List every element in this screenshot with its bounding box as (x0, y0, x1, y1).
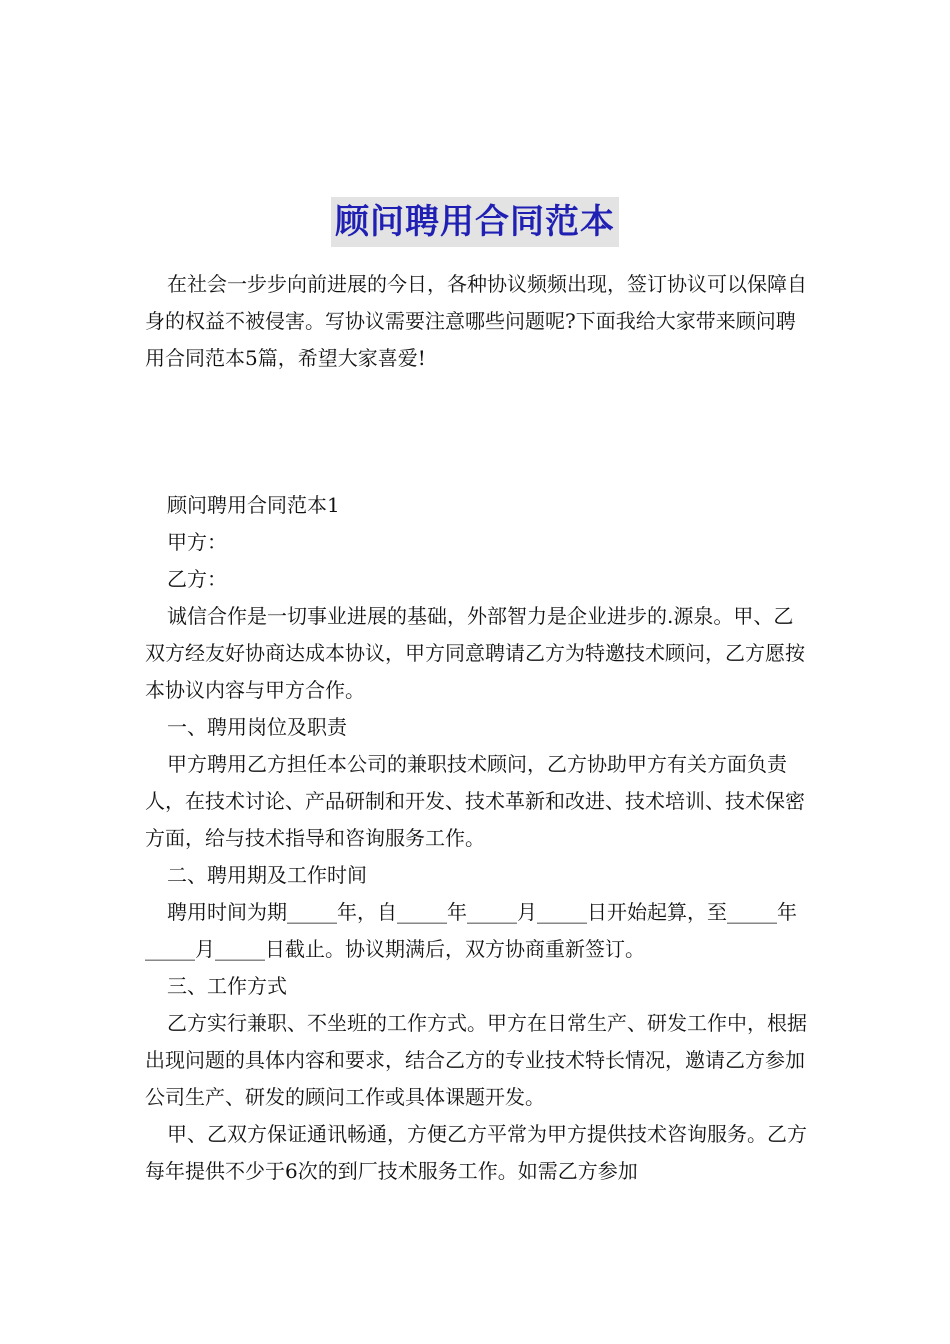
body-paragraph: 甲、乙双方保证通讯畅通，方便乙方平常为甲方提供技术咨询服务。乙方每年提供不少于6次的到厂技术服务工作。如需乙方参加 (145, 1122, 807, 1183)
section-heading: 顾问聘用合同范本1 (167, 493, 340, 517)
intro-paragraph: 在社会一步步向前进展的今日，各种协议频频出现，签订协议可以保障自身的权益不被侵害。写协议需要注意哪些问题呢?下面我给大家带来顾问聘用合同范本5篇，希望大家喜爱! (145, 272, 807, 370)
document-title: 顾问聘用合同范本 (331, 197, 619, 247)
body-paragraph: 诚信合作是一切事业进展的基础，外部智力是企业进步的.源泉。甲、乙双方经友好协商达成本协议，甲方同意聘请乙方为特邀技术顾问，乙方愿按本协议内容与甲方合作。 (145, 604, 805, 702)
body-paragraph: 聘用时间为期_____年，自_____年_____月_____日开始起算，至_____年_____月_____日截止。协议期满后，双方协商重新签订。 (145, 900, 797, 961)
clause-heading: 二、聘用期及工作时间 (167, 863, 367, 887)
party-b-line: 乙方： (167, 567, 227, 591)
body-paragraph: 乙方实行兼职、不坐班的工作方式。甲方在日常生产、研发工作中，根据出现问题的具体内容和要求，结合乙方的专业技术特长情况，邀请乙方参加公司生产、研发的顾问工作或具体课题开发。 (145, 1011, 807, 1109)
title-container (0, 174, 950, 270)
party-a-line: 甲方： (167, 530, 227, 554)
clause-heading: 三、工作方式 (167, 974, 287, 998)
document-body (145, 487, 810, 1190)
body-paragraph: 甲方聘用乙方担任本公司的兼职技术顾问，乙方协助甲方有关方面负责人，在技术讨论、产品研制和开发、技术革新和改进、技术培训、技术保密方面，给与技术指导和咨询服务工作。 (145, 752, 805, 850)
clause-heading: 一、聘用岗位及职责 (167, 715, 347, 739)
